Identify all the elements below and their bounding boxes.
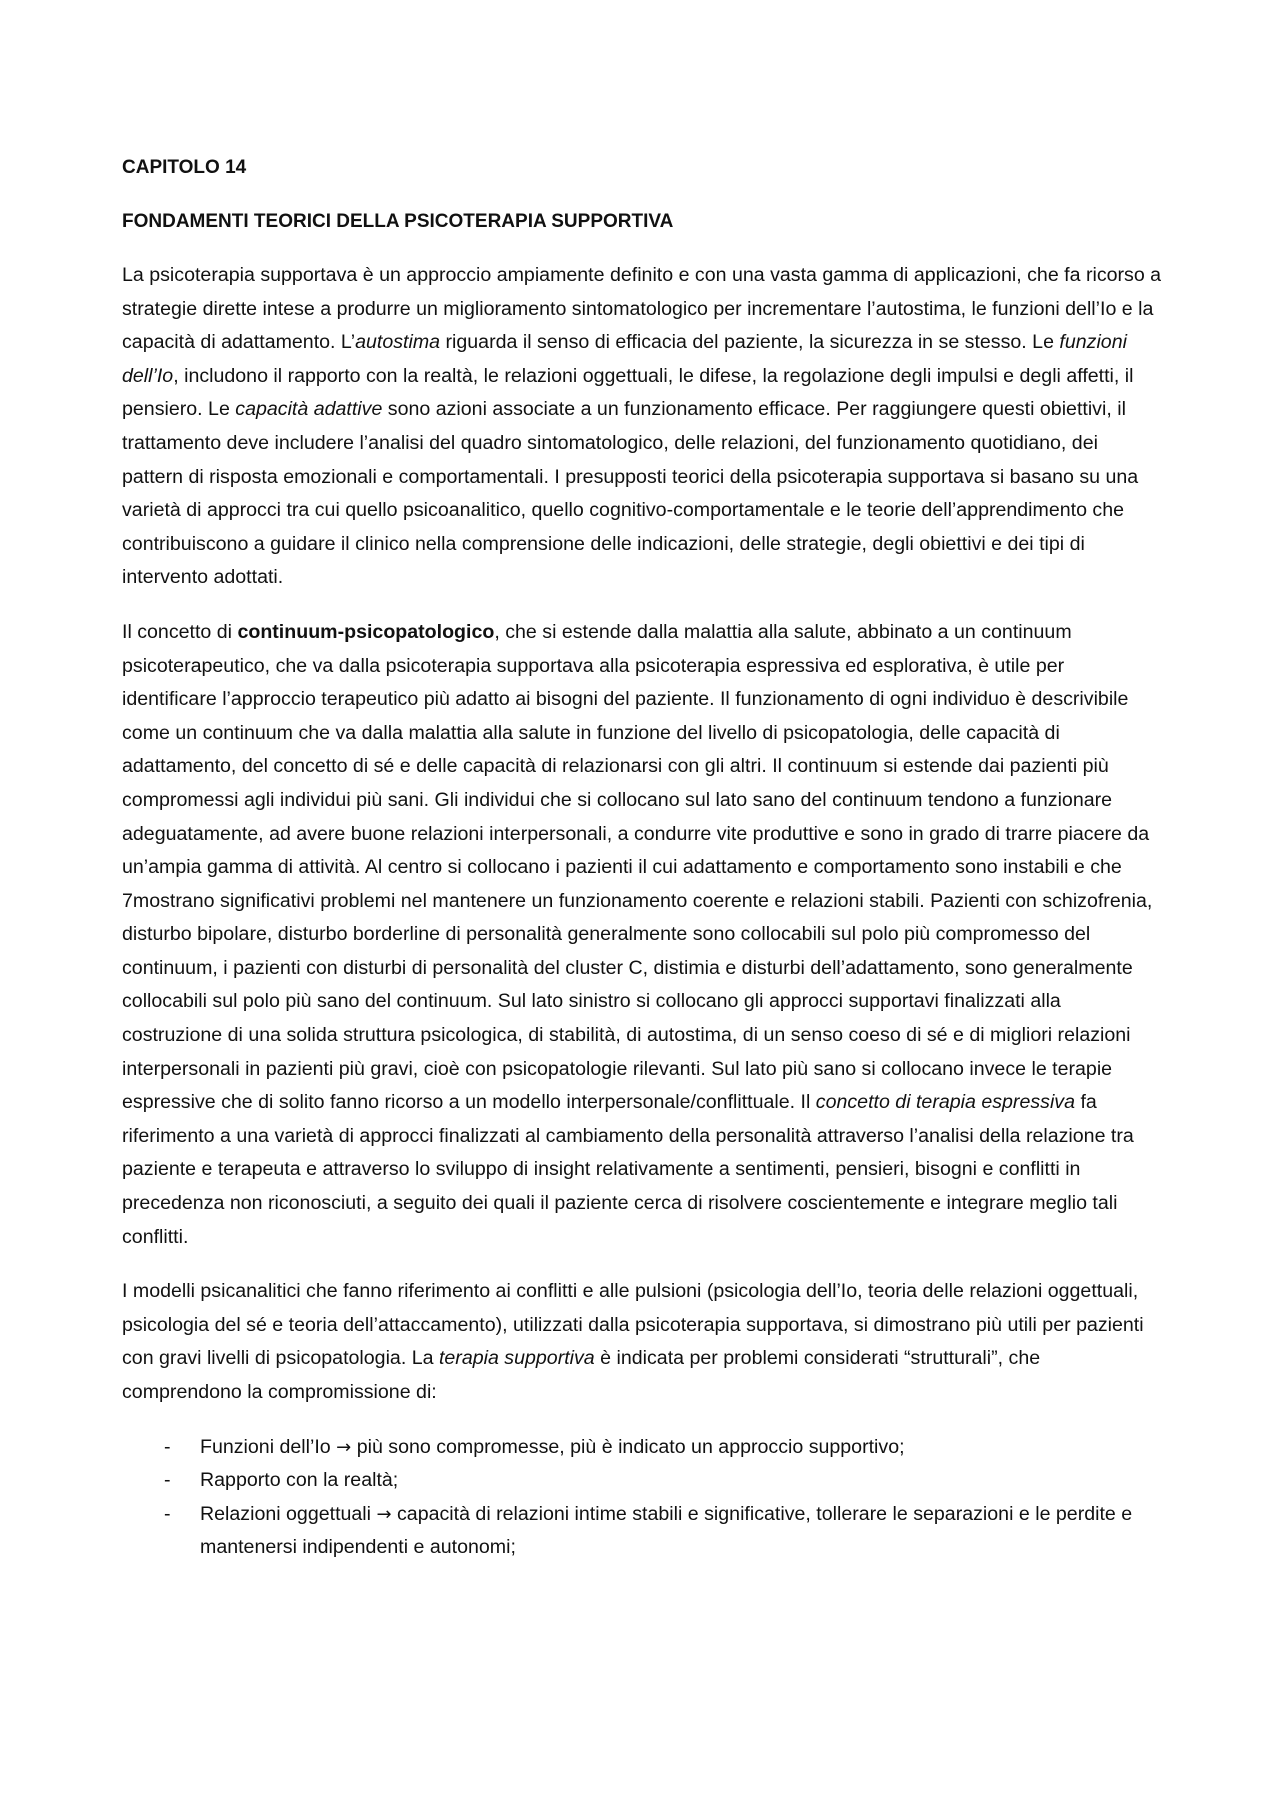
p2-text-1: Il concetto di [122,620,238,643]
arrow-right-icon: → [376,1503,392,1525]
dash-bullet: - [164,1469,171,1492]
list-item [122,1498,1162,1565]
section-title: FONDAMENTI TEORICI DELLA PSICOTERAPIA SUPPORTIVA [122,211,674,232]
p2-text-3: fa riferimento a una varietà di approcci finalizzati al cambiamento della personalità attraverso l’analisi della relazione tra paziente e terapeuta e attraverso lo sviluppo di insight relativamente a sentimenti, pensieri, bisogni e conflitti in precedenza non riconosciuti, a seguito dei quali il paziente cerca di risolvere coscientemente e integrare meglio tali conflitti. [122,1091,1134,1248]
p3-text-1: I modelli psicanalitici che fanno riferimento ai conflitti e alle pulsioni (psicologia dell’Io, teoria delle relazioni oggettuali, psicologia del sé e teoria dell’attaccamento), utilizzati dalla psicoterapia supportava, si dimostrano più utili per pazienti con gravi livelli di psicopatologia. La [122,1280,1144,1370]
p2-italic-terapia-espressiva: concetto di terapia espressiva [815,1091,1075,1114]
dash-bullet: - [164,1435,171,1458]
list-item-2-text: Rapporto con la realtà; [200,1469,399,1492]
paragraph-2 [122,616,1162,1254]
p2-bold-continuum: continuum-psicopatologico [237,620,495,643]
p3-text-2: è indicata per problemi considerati “strutturali”, che comprendono la compromissione di: [122,1347,1041,1403]
arrow-right-icon: → [336,1436,352,1458]
list-item-3-text-b: capacità di relazioni intime stabili e significative, tollerare le separazioni e le perdite e mantenersi indipendenti e autonomi; [200,1502,1133,1559]
compromise-list [122,1431,1162,1565]
p3-italic-terapia-supportiva: terapia supportiva [438,1347,595,1370]
paragraph-1 [122,259,1162,595]
list-item [122,1464,1162,1498]
p1-italic-funzioni: funzioni dell’Io [122,331,1127,387]
p1-text-1: La psicoterapia supportava è un approccio ampiamente definito e con una vasta gamma di applicazioni, che fa ricorso a strategie dirette intese a produrre un miglioramento sintomatologico per incrementare l’autostima, le funzioni dell’Io e la capacità di adattamento. L’ [122,264,1162,354]
p1-text-4: sono azioni associate a un funzionamento efficace. Per raggiungere questi obiettivi, il trattamento deve includere l’analisi del quadro sintomatologico, delle relazioni, del funzionamento quotidiano, dei pattern di risposta emozionali e comportamentali. I presupposti teorici della psicoterapia supportava si basano su una varietà di approcci tra cui quello psicoanalitico, quello cognitivo-comportamentale e le teorie dell’apprendimento che contribuiscono a guidare il clinico nella comprensione delle indicazioni, delle strategie, degli obiettivi e dei tipi di intervento adottati. [122,398,1139,589]
p1-italic-autostima: autostima [355,331,441,354]
p1-text-3: , includono il rapporto con la realtà, le relazioni oggettuali, le difese, la regolazione degli impulsi e degli affetti, il pensiero. Le [122,364,1134,421]
chapter-heading: CAPITOLO 14 [122,157,247,178]
p1-text-2: riguarda il senso di efficacia del paziente, la sicurezza in se stesso. Le [440,331,1060,354]
p2-text-2: , che si estende dalla malattia alla salute, abbinato a un continuum psicoterapeutico, che va dalla psicoterapia supportava alla psicoterapia espressiva ed esplorativa, è utile per identificare l’approccio terapeutico più adatto ai bisogni del paziente. Il funzionamento di ogni individuo è descrivibile come un continuum che va dalla malattia alla salute in funzione del livello di psicopatologia, delle capacità di adattamento, del concetto di sé e delle capacità di relazionarsi con gli altri. Il continuum si estende dai pazienti più compromessi agli individui più sani. Gli individui che si collocano sul lato sano del continuum tendono a funzionare adeguatamente, ad avere buone relazioni interpersonali, a condurre vite produttive e sono in grado di trarre piacere da un’ampia gamma di attività. Al centro si collocano i pazienti il cui adattamento e comportamento sono instabili e che 7mostrano significativi problemi nel mantenere un funzionamento coerente e relazioni stabili. Pazienti con schizofrenia, disturbo bipolare, disturbo borderline di personalità generalmente sono collocabili sul polo più compromesso del continuum, i pazienti con disturbi di personalità del cluster C, distimia e disturbi dell’adattamento, sono generalmente collocabili sul polo più sano del continuum. Sul lato sinistro si collocano gli approcci supportavi finalizzati alla costruzione di una solida struttura psicologica, di stabilità, di autostima, di un senso coeso di sé e di migliori relazioni interpersonali in pazienti più gravi, cioè con psicopatologie rilevanti. Sul lato più sano si collocano invece le terapie espressive che di solito fanno ricorso a un modello interpersonale/conflittuale. Il [122,620,1153,1114]
list-item [122,1431,1162,1465]
p1-italic-capacita: capacità adattive [235,398,383,421]
list-item-3-text-a: Relazioni oggettuali [200,1502,377,1525]
list-item-1-text-a: Funzioni dell’Io [200,1435,337,1458]
list-item-1-text-b: più sono compromesse, più è indicato un approccio supportivo; [351,1435,905,1458]
paragraph-3 [122,1275,1162,1409]
dash-bullet: - [164,1502,171,1525]
